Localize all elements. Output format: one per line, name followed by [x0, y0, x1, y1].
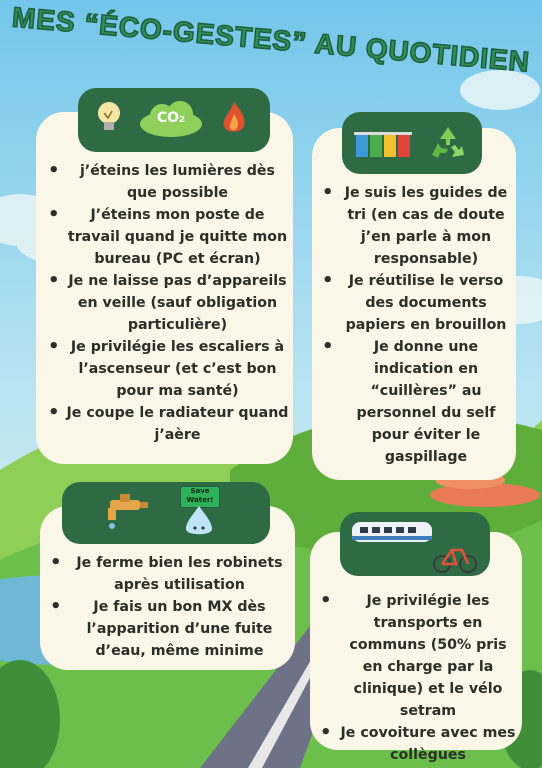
list-energy	[44, 160, 289, 446]
list-item: • j’éteins les lumières dès que possible	[44, 160, 289, 204]
list-item: • Je donne une indication en “cuillères” au personnel du self pour éviter le gaspillage	[318, 336, 512, 468]
recycle-icon	[426, 123, 470, 163]
water-drop-icon	[182, 504, 216, 540]
icon-bar-waste	[342, 112, 482, 174]
list-waste	[318, 182, 512, 468]
train-icon	[352, 520, 436, 546]
list-item: • Je réutilise le verso des documents papiers en brouillon	[318, 270, 512, 336]
bicycle-icon	[432, 542, 478, 574]
co2-label: CO₂	[156, 110, 186, 126]
lightbulb-icon	[94, 100, 124, 136]
list-item: • Je fais un bon MX dès l’apparition d’une fuite d’eau, même minime	[46, 596, 291, 662]
list-item: • Je ne laisse pas d’appareils en veille (sauf obligation particulière)	[44, 270, 289, 336]
list-transport	[316, 590, 518, 766]
save-water-sign: Save Water!	[180, 486, 220, 508]
icon-bar-water	[62, 482, 270, 544]
faucet-icon	[100, 492, 150, 532]
co2-cloud-icon	[138, 100, 204, 138]
list-item: • Je coupe le radiateur quand j’aère	[44, 402, 289, 446]
icon-bar-energy	[78, 88, 270, 152]
list-item: • Je privilégie les transports en communs (50% pris en charge par la clinique) et le vélo setram	[316, 590, 518, 722]
page-title: MES “ÉCO-GESTES” AU QUOTIDIEN	[10, 1, 532, 78]
list-item: • Je suis les guides de tri (en cas de doute j’en parle à mon responsable)	[318, 182, 512, 270]
recycling-bins-icon	[354, 127, 416, 161]
flame-icon	[220, 100, 248, 136]
list-item: • Je privilégie les escaliers à l’ascenseur (et c’est bon pour ma santé)	[44, 336, 289, 402]
list-item: • Je covoiture avec mes collègues	[316, 722, 518, 766]
icon-bar-transport	[340, 512, 490, 576]
list-item: • J’éteins mon poste de travail quand je quitte mon bureau (PC et écran)	[44, 204, 289, 270]
list-item: • Je ferme bien les robinets après utilisation	[46, 552, 291, 596]
list-water	[46, 552, 291, 662]
